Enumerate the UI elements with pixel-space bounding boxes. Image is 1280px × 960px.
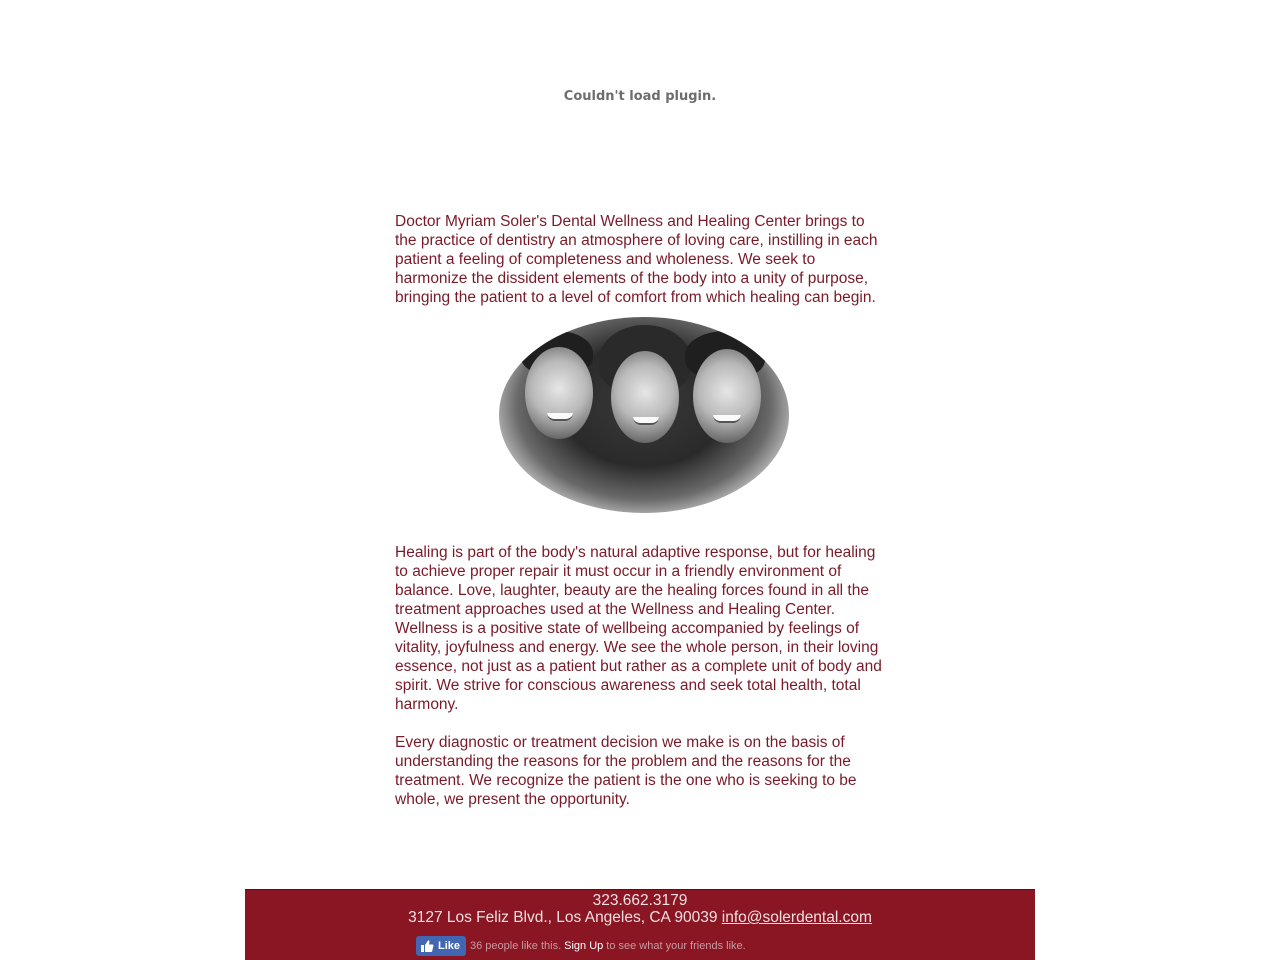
- main-content: [395, 212, 887, 809]
- wellness-line: spirit. We strive for conscious awareness and seek total health, total harmony.: [395, 677, 861, 713]
- intro-paragraph: Doctor Myriam Soler's Dental Wellness and Healing Center brings to the practice of dentistry an atmosphere of loving care, instilling in each patient a feeling of completeness and wholeness. We seek to harmonize the dissident elements of the body into a unity of purpose, bringing the patient to a level of comfort from which healing can begin.: [395, 213, 878, 306]
- facebook-like-button[interactable]: [416, 936, 466, 956]
- footer-email-link[interactable]: info@solerdental.com: [721, 909, 872, 926]
- face-shape: [525, 347, 593, 439]
- footer: [245, 889, 1035, 960]
- wellness-paragraph: [395, 619, 887, 714]
- diagnostic-paragraph: Every diagnostic or treatment decision we make is on the basis of understanding the reasons for the problem and the reasons for the treatment. We recognize the patient is the one who is seeking to be whole, we present the opportunity.: [395, 734, 857, 808]
- footer-address-line: [245, 909, 1035, 927]
- healing-paragraph: Healing is part of the body's natural adaptive response, but for healing to achieve proper repair it must occur in a friendly environment of balance. Love, laughter, beauty are the healing forces found in all the treatment approaches used at the Wellness and Healing Center.: [395, 544, 876, 618]
- facebook-like-count: 36 people like this.: [470, 940, 562, 952]
- wellness-line: essence, not just as a patient but rather as a complete unit of body and: [395, 658, 882, 675]
- team-photo: [499, 317, 789, 513]
- face-shape: [693, 349, 761, 443]
- wellness-line: Wellness is a positive state of wellbeing accompanied by feelings of vitality, joyfulness and energy. We see the whole person, in their loving: [395, 620, 879, 656]
- plugin-error-message: Couldn't load plugin.: [563, 89, 717, 104]
- facebook-signup-suffix: to see what your friends like.: [606, 940, 746, 952]
- face-shape: [611, 351, 679, 443]
- thumbs-up-icon: [420, 939, 434, 953]
- smile-shape: [547, 413, 573, 421]
- footer-phone: 323.662.3179: [592, 892, 688, 909]
- facebook-like-widget: [416, 936, 746, 956]
- facebook-signup-link[interactable]: Sign Up: [564, 940, 604, 952]
- facebook-like-label: Like: [438, 940, 461, 952]
- smile-shape: [633, 417, 659, 425]
- footer-address: 3127 Los Feliz Blvd., Los Angeles, CA 90039: [408, 909, 718, 926]
- team-photo-container: [395, 313, 887, 529]
- smile-shape: [713, 415, 741, 423]
